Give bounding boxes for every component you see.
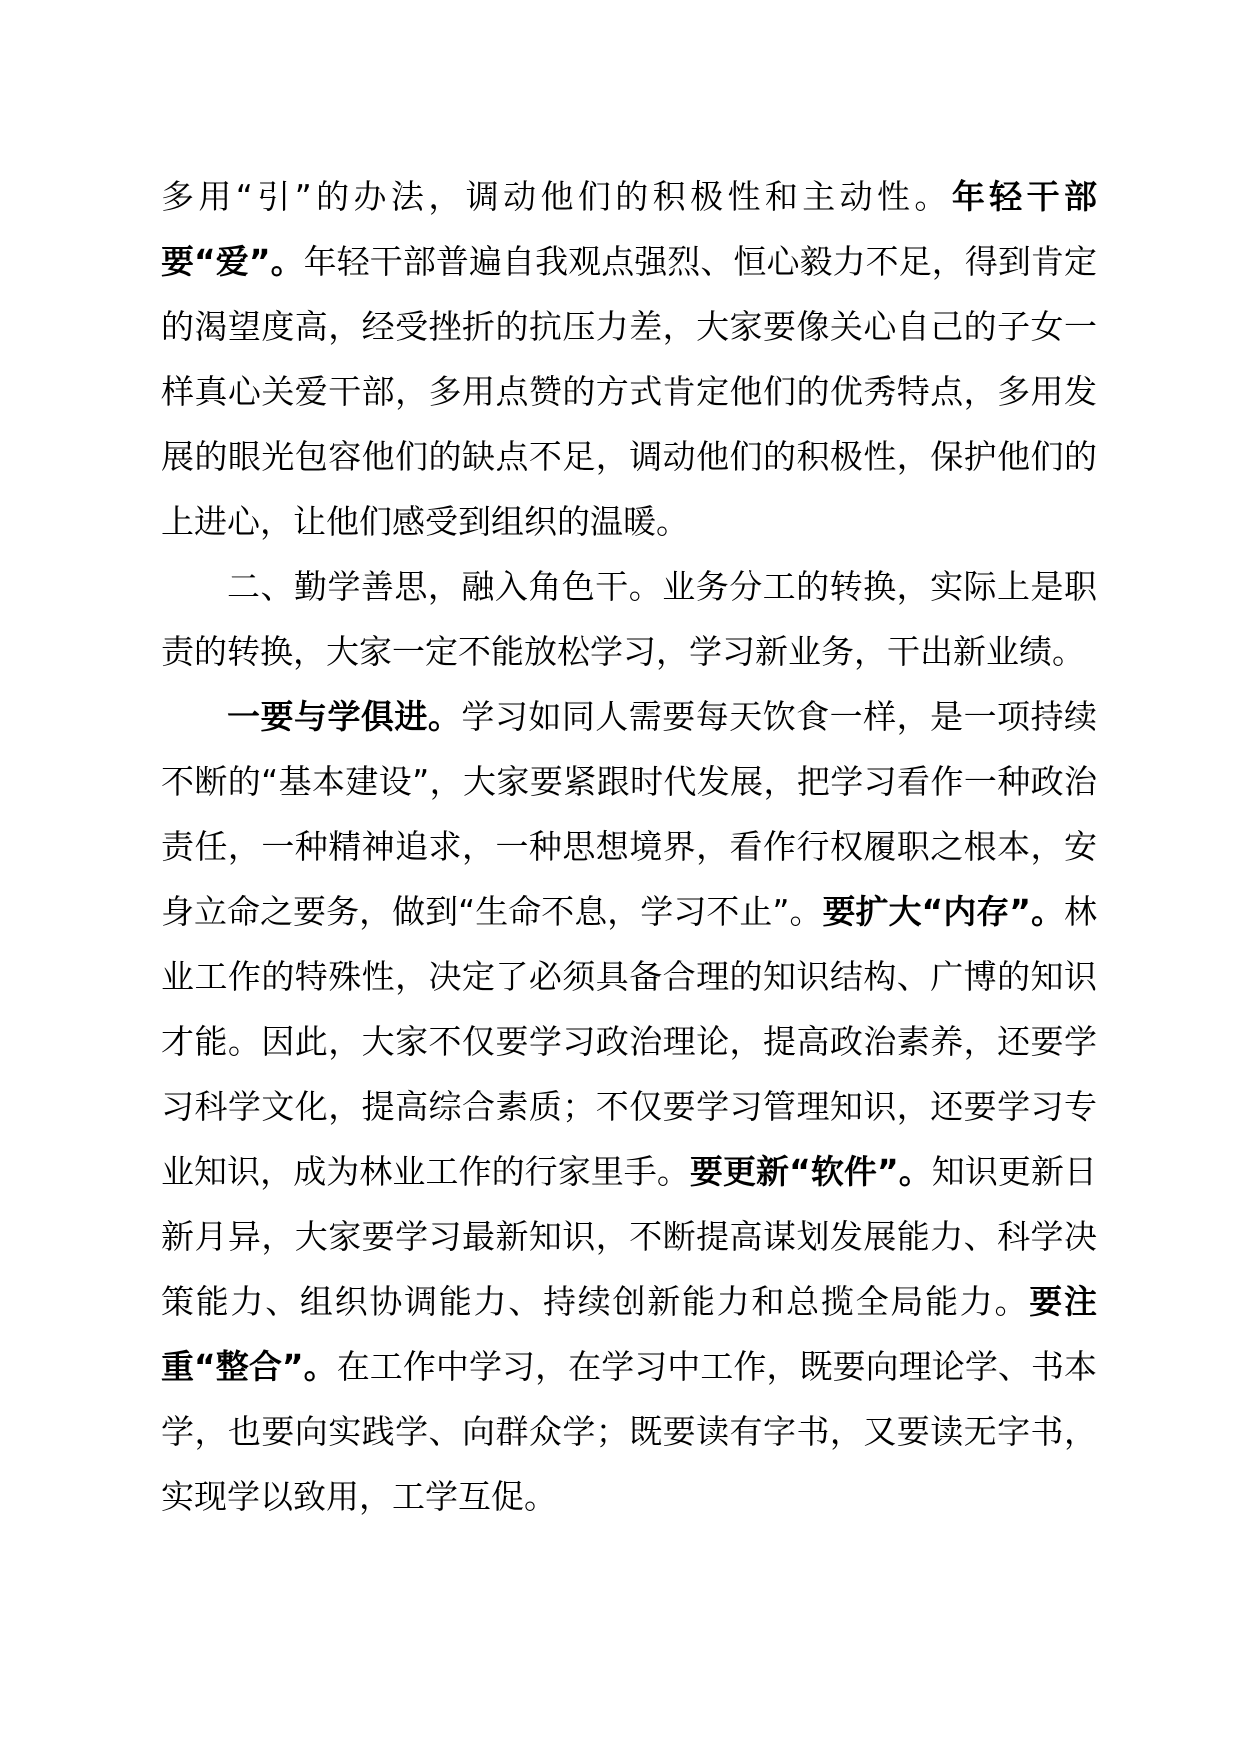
paragraph-1-text-1: 多用“引”的办法，调动他们的积极性和主动性。 (161, 177, 952, 216)
paragraph-1 (161, 164, 1097, 554)
paragraph-3-text-2: 林业工作的特殊性，决定了必须具备合理的知识结构、广博的知识才能。因此，大家不仅要学习政治理论，提高政治素养，还要学习科学文化，提高综合素质；不仅要学习管理知识，还要学习专业知识，成为林业工作的行家里手。 (161, 892, 1097, 1191)
paragraph-3-text-1: 学习如同人需要每天饮食一样，是一项持续不断的“基本建设”，大家要紧跟时代发展，把学习看作一种政治责任，一种精神追求，一种思想境界，看作行权履职之根本，安身立命之要务，做到“生命不息，学习不止”。 (161, 697, 1098, 931)
paragraph-2-text-1: 二、勤学善思，融入角色干。业务分工的转换，实际上是职责的转换，大家一定不能放松学习，学习新业务，干出新业绩。 (161, 567, 1097, 671)
paragraph-3-bold-4: 要注重“整合”。 (161, 1282, 1098, 1386)
paragraph-3 (161, 684, 1097, 1529)
paragraph-3-bold-3: 要更新“软件”。 (689, 1152, 932, 1191)
paragraph-1-bold-1: 年轻干部要“爱”。 (161, 177, 1098, 281)
paragraph-1-text-2: 年轻干部普遍自我观点强烈、恒心毅力不足，得到肯定的渴望度高，经受挫折的抗压力差，大家要像关心自己的子女一样真心关爱干部，多用点赞的方式肯定他们的优秀特点，多用发展的眼光包容他们的缺点不足，调动他们的积极性，保护他们的上进心，让他们感受到组织的温暖。 (161, 242, 1097, 541)
document-body (161, 164, 1097, 1529)
paragraph-3-bold-2: 要扩大“内存”。 (822, 892, 1064, 931)
paragraph-3-text-3: 知识更新日新月异，大家要学习最新知识，不断提高谋划发展能力、科学决策能力、组织协调能力、持续创新能力和总揽全局能力。 (161, 1152, 1097, 1321)
paragraph-3-bold-1: 一要与学俱进。 (227, 697, 462, 736)
paragraph-3-text-4: 在工作中学习，在学习中工作，既要向理论学、书本学，也要向实践学、向群众学；既要读有字书，又要读无字书，实现学以致用，工学互促。 (161, 1347, 1097, 1516)
paragraph-2 (161, 554, 1097, 684)
